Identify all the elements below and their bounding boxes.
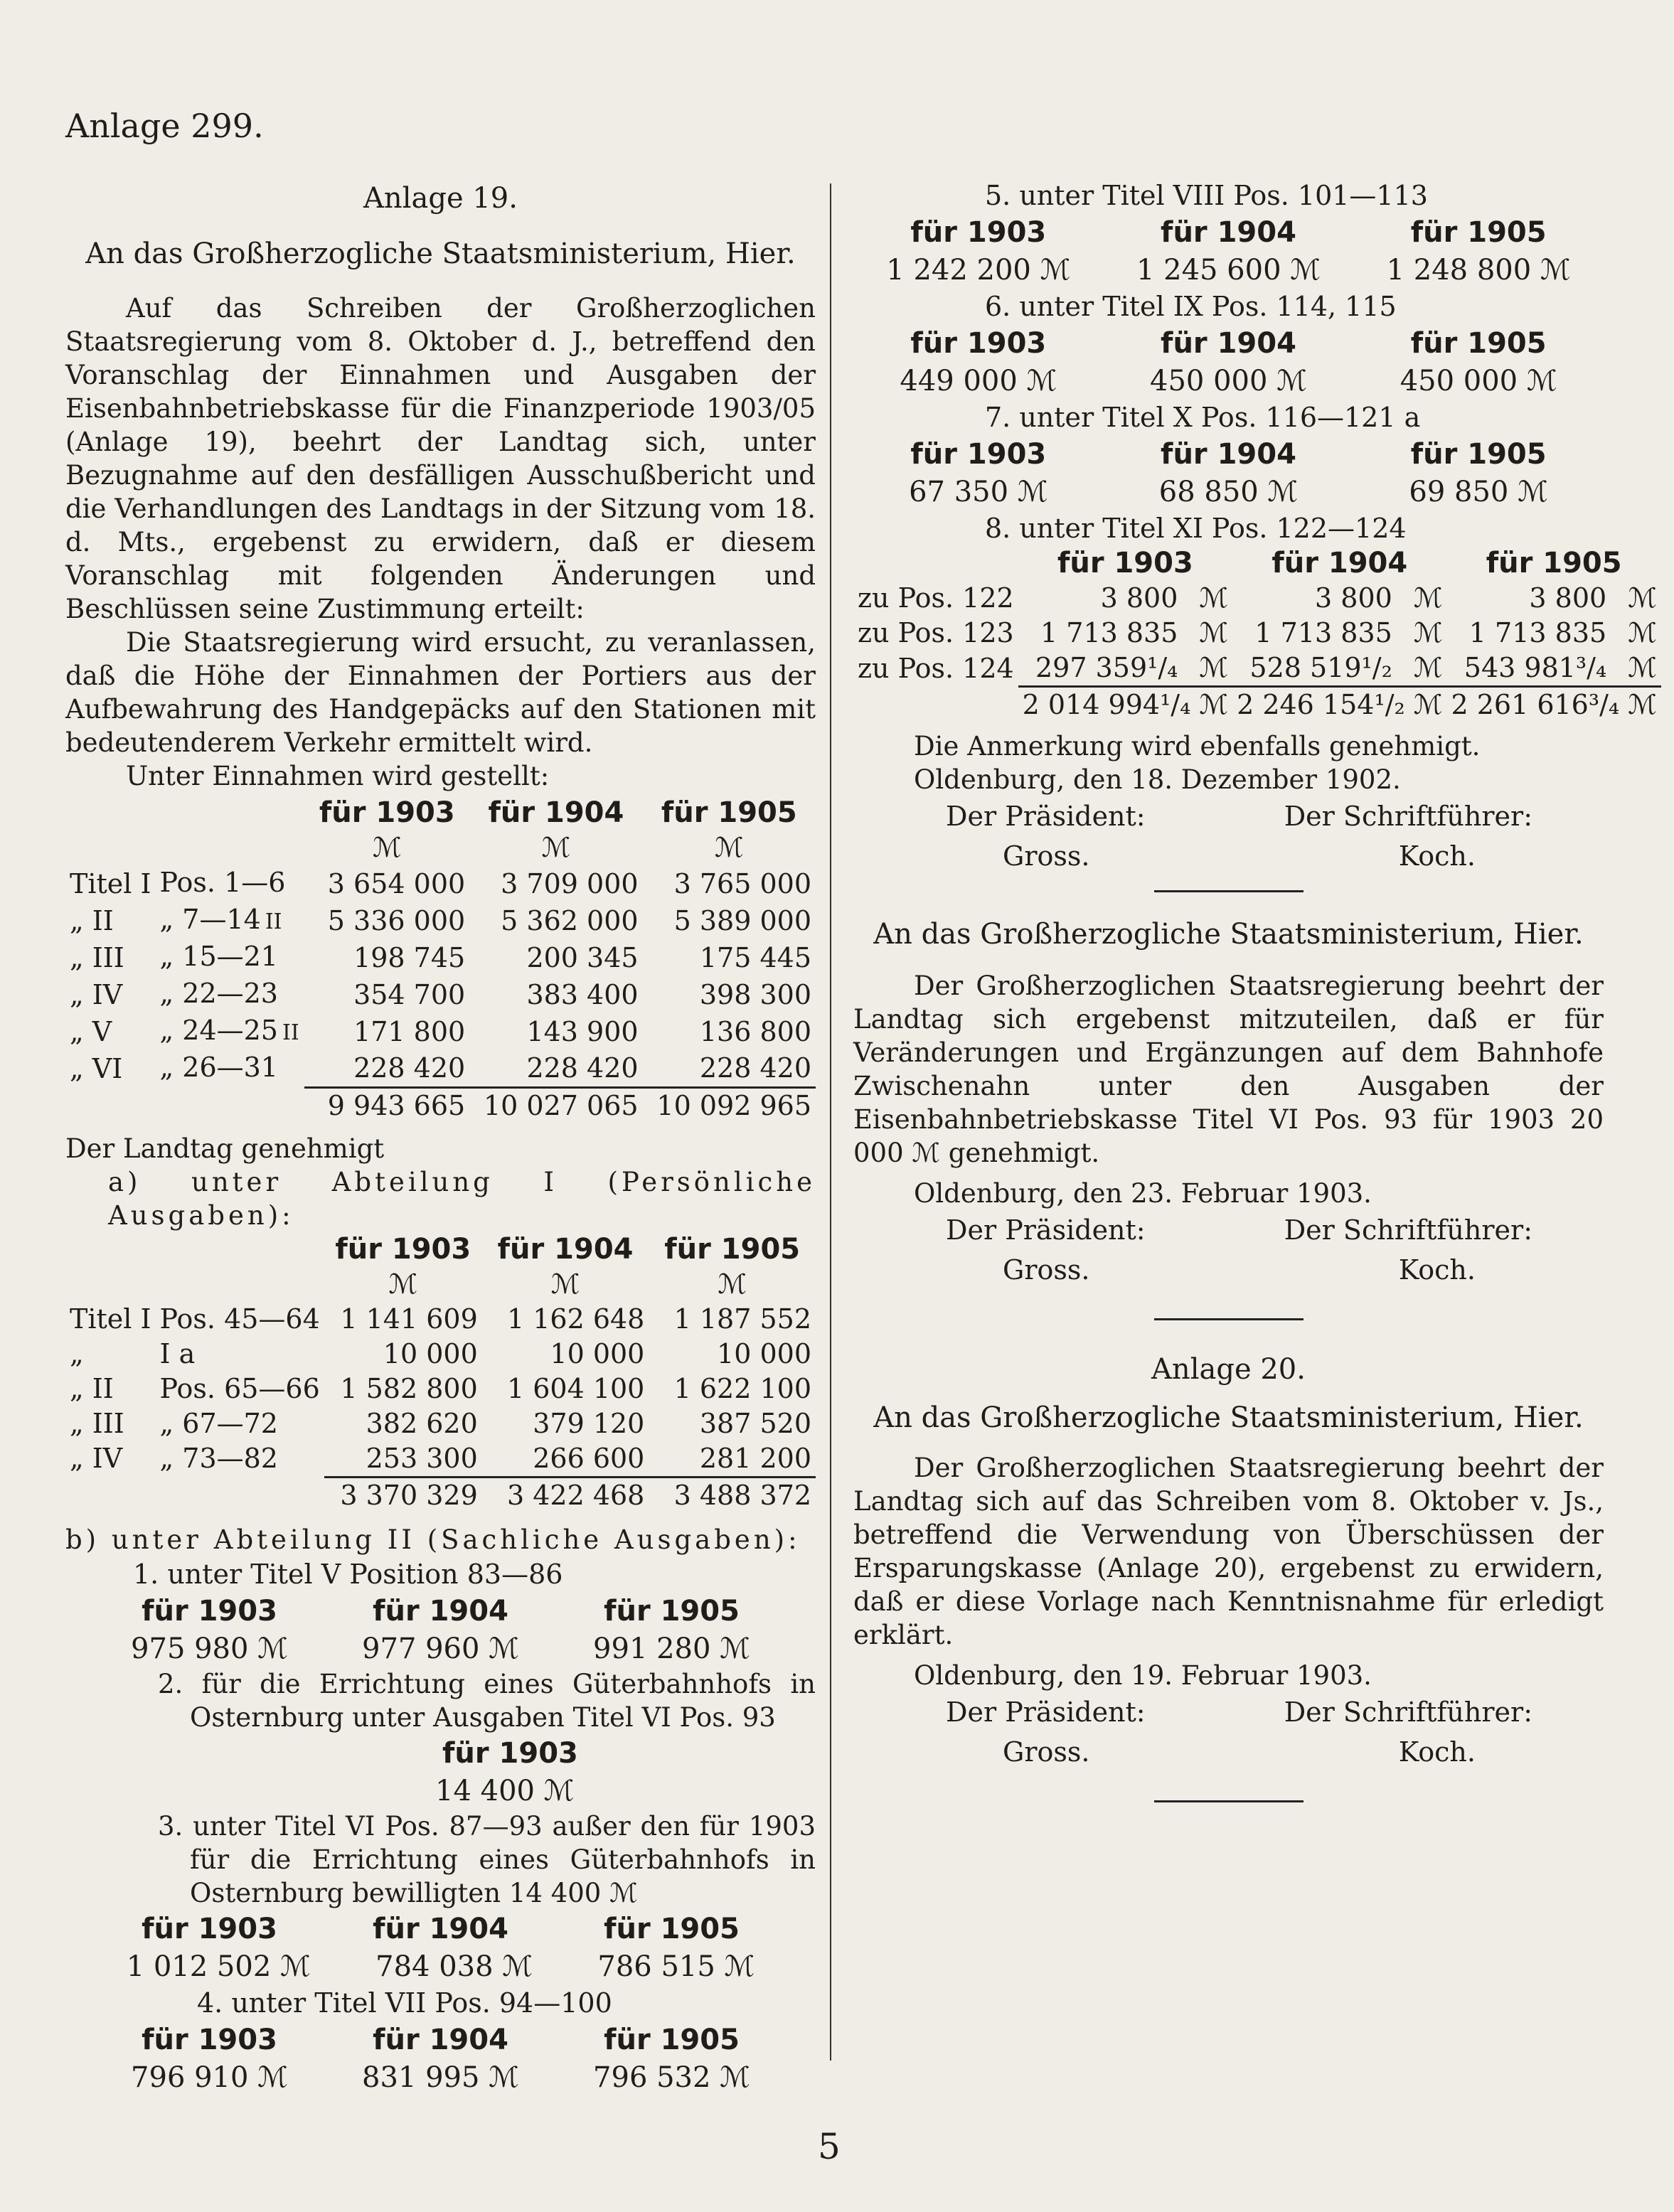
address-heading-3: An das Großherzogliche Staatsministerium, Hier. (873, 1401, 1584, 1434)
president-name: Gross. (1003, 1254, 1090, 1286)
item-5-values (853, 252, 1604, 289)
table-cell (156, 865, 305, 902)
amount: 450 000 ℳ (1150, 365, 1307, 397)
currency-sign: ℳ (1413, 582, 1443, 614)
anlage-20-title: Anlage 20. (1151, 1353, 1306, 1386)
secretary-label: Der Schriftführer: (1284, 1697, 1532, 1728)
year-header: für 1904 (497, 1232, 634, 1266)
table-cell: 5 389 000 (673, 904, 811, 936)
currency-header: ℳ (372, 832, 402, 863)
item-5-years (853, 213, 1604, 252)
anmerkung-line: Die Anmerkung wird ebenfalls genehmigt. (914, 731, 1481, 762)
address-heading-2: An das Großherzogliche Staatsministerium, Hier. (873, 918, 1584, 951)
position-label: „ 22—23 (159, 978, 278, 1009)
table-row (853, 581, 1661, 616)
currency-sign: ℳ (1199, 582, 1229, 614)
amount: 1 242 200 ℳ (886, 254, 1071, 287)
amount: 68 850 ℳ (1158, 476, 1299, 508)
year-header: für 1903 (1057, 547, 1193, 579)
amount: 449 000 ℳ (900, 365, 1057, 397)
currency-header: ℳ (550, 1268, 580, 1300)
table-cell: „ III (70, 1407, 124, 1439)
item-4-values (65, 2059, 816, 2096)
table-cell: 171 800 (353, 1015, 466, 1047)
table-cell: Pos. 45—64 (159, 1303, 320, 1335)
amount: 528 519¹/₂ (1249, 652, 1392, 683)
intro-paragraph: Auf das Schreiben der Großherzoglichen Staatsregierung vom 8. Oktober d. J., betreffend den Voranschlag der Einnahmen und Ausgaben der Eisenbahnbetriebskasse für die Finanzperiode 1903/05 (Anlage 19), beehrt der Landtag sich, unter Bezugnahme auf den desfälligen Ausschußbericht und die Verhandlungen des Landtags in der Sitzung vom 18. d. Mts., ergebenst zu erwidern, daß er diesem Voranschlag mit folgenden Änderungen und Beschlüssen seine Zustimmung erteilt: (65, 293, 816, 624)
item-6-values (853, 363, 1604, 400)
amount: 831 995 ℳ (362, 2061, 519, 2094)
amount: 69 850 ℳ (1409, 476, 1548, 508)
item-4-years (65, 2021, 816, 2059)
table-row (65, 1013, 816, 1050)
table-row (65, 1302, 816, 1337)
sum-cell: 2 261 616³/₄ ℳ (1446, 687, 1660, 723)
table-cell (156, 902, 305, 939)
table-cell: 281 200 (699, 1442, 811, 1474)
table-cell: „ 73—82 (159, 1443, 278, 1475)
president-name: Gross. (1003, 1736, 1090, 1768)
table-cell: „ VI (70, 1052, 123, 1084)
table-cell: 198 745 (353, 941, 466, 973)
amount: 786 515 ℳ (597, 1950, 755, 1983)
table-cell: 136 800 (699, 1015, 811, 1047)
amount: 543 981³/₄ (1464, 652, 1607, 683)
date-1: Oldenburg, den 18. Dezember 1902. (914, 764, 1401, 795)
table-row (65, 939, 816, 976)
amount: 1 713 835 (1468, 617, 1607, 648)
abteilung-1-heading: a) unter Abteilung I (Persönliche Ausgaben): (108, 1166, 816, 1231)
abteilung-2-heading: b) unter Abteilung II (Sachliche Ausgaben): (65, 1524, 801, 1555)
sum-cell: 3 370 329 (324, 1477, 482, 1513)
currency-sign: ℳ (1199, 652, 1229, 683)
position-label: Pos. 1—6 (159, 867, 286, 898)
secretary-label: Der Schriftführer: (1284, 801, 1532, 832)
signature-labels-1 (853, 796, 1604, 836)
table-cell: „ IV (70, 1443, 123, 1475)
item-2-value: 14 400 ℳ (435, 1774, 575, 1807)
item-6-heading: 6. unter Titel IX Pos. 114, 115 (985, 291, 1397, 322)
position-label: „ 7—14 (159, 904, 261, 935)
year-header: für 1905 (1410, 438, 1547, 471)
table-cell: zu Pos. 124 (858, 652, 1014, 684)
amount: 67 350 ℳ (909, 476, 1048, 508)
table-cell: Pos. 65—66 (159, 1372, 320, 1404)
item-5-heading: 5. unter Titel VIII Pos. 101—113 (985, 180, 1428, 211)
request-paragraph: Die Staatsregierung wird ersucht, zu veranlassen, daß die Höhe der Einnahmen der Portiers aus der Aufbewahrung des Handgepäcks auf den Stationen mit bedeutenderem Verkehr ermittelt wird. (65, 627, 816, 758)
year-header: für 1904 (373, 1594, 508, 1628)
amount: 1 248 800 ℳ (1386, 254, 1571, 287)
president-label: Der Präsident: (946, 1697, 1146, 1728)
table-cell: 1 141 609 (340, 1303, 478, 1335)
year-header: für 1904 (1161, 216, 1296, 249)
table-cell (1232, 651, 1446, 687)
year-header: für 1905 (1486, 547, 1622, 579)
table-cell: 383 400 (526, 978, 639, 1010)
item-1-heading: 1. unter Titel V Position 83—86 (133, 1558, 563, 1590)
signature-labels-2 (853, 1210, 1604, 1250)
table-cell: 266 600 (533, 1442, 645, 1474)
table-row (65, 902, 816, 939)
president-name: Gross. (1003, 840, 1090, 872)
table-cell: 1 162 648 (506, 1303, 645, 1335)
amount: 784 038 ℳ (375, 1950, 533, 1983)
amount: 796 532 ℳ (593, 2061, 750, 2094)
letter-3: Der Großherzoglichen Staatsregierung beehrt der Landtag sich auf das Schreiben vom 8. Oktober v. Js., betreffend die Verwendung von Überschüssen der Ersparungskasse (Anlage 20), ergebenst zu erwidern, daß er diese Vorlage nach Kenntnisnahme für erledigt erklärt. (853, 1453, 1604, 1650)
table-cell: 175 445 (699, 941, 811, 973)
year-header: für 1905 (1410, 216, 1547, 249)
sum-cell: 3 422 468 (482, 1477, 649, 1513)
einnahmen-table (65, 796, 816, 1123)
left-column (65, 178, 816, 2096)
table-cell: 5 362 000 (501, 904, 639, 936)
amount: 1 713 835 (1040, 617, 1178, 648)
item-2-text: 2. für die Errichtung eines Güterbahnhofs in Osternburg unter Ausgaben Titel VI Pos. 93 (158, 1668, 816, 1733)
table-row (853, 616, 1661, 651)
amount: 297 359¹/₄ (1035, 652, 1178, 683)
year-header: für 1903 (142, 2023, 277, 2056)
item-6-years (853, 324, 1604, 363)
amount: 3 800 (1529, 582, 1607, 614)
year-header: für 1905 (664, 1232, 801, 1266)
table-cell: „ II (70, 1372, 114, 1404)
secretary-name: Koch. (1398, 1254, 1476, 1286)
table-cell (156, 1013, 305, 1050)
table-cell: 228 420 (353, 1052, 466, 1084)
table-cell (1446, 581, 1660, 616)
margin-mark: II (282, 1020, 299, 1045)
page-number: 5 (818, 2126, 841, 2167)
table-cell: Titel I (70, 867, 151, 899)
year-header: für 1905 (1410, 327, 1547, 360)
item-3-text: 3. unter Titel VI Pos. 87—93 außer den für 1903 für die Errichtung eines Güterbahnhofs in Osternburg bewilligten 14 400 ℳ (158, 1810, 816, 1908)
year-header: für 1904 (1161, 327, 1296, 360)
position-label: „ 26—31 (159, 1052, 278, 1083)
table-cell: 3 709 000 (501, 867, 639, 899)
currency-sign: ℳ (1413, 652, 1443, 683)
date-3: Oldenburg, den 19. Februar 1903. (914, 1660, 1372, 1691)
signature-names-1 (853, 836, 1604, 876)
einnahmen-intro: Unter Einnahmen wird gestellt: (126, 761, 550, 791)
item-1-years (65, 1592, 816, 1630)
year-header: für 1904 (1272, 547, 1408, 579)
table-cell: zu Pos. 123 (858, 617, 1014, 648)
table-cell: 1 187 552 (673, 1303, 811, 1335)
table-cell (1018, 616, 1232, 651)
signature-names-2 (853, 1250, 1604, 1290)
sum-cell: 9 943 665 (304, 1087, 469, 1123)
sum-cell: 10 092 965 (643, 1087, 816, 1123)
year-header: für 1904 (373, 1912, 508, 1945)
sum-cell: 2 014 994¹/₄ ℳ (1018, 687, 1232, 723)
year-header: für 1905 (604, 2023, 740, 2056)
table-cell: 1 622 100 (673, 1372, 811, 1404)
table-cell: I a (159, 1337, 196, 1369)
item-4-heading: 4. unter Titel VII Pos. 94—100 (197, 1987, 612, 2019)
table-cell: 228 420 (526, 1052, 639, 1084)
right-column (853, 178, 1657, 1817)
item-7-values (853, 474, 1604, 511)
currency-header: ℳ (714, 832, 744, 863)
table-cell: 143 900 (526, 1015, 639, 1047)
column-divider (830, 183, 831, 2061)
year-header: für 1905 (604, 1912, 740, 1945)
table-cell: 5 336 000 (327, 904, 466, 936)
table-cell: „ V (70, 1015, 112, 1047)
table-cell: zu Pos. 122 (858, 582, 1014, 614)
amount: 450 000 ℳ (1400, 365, 1557, 397)
sum-cell: 3 488 372 (649, 1477, 816, 1513)
item-3-years (65, 1910, 816, 1948)
table-row (65, 976, 816, 1013)
amount: 796 910 ℳ (131, 2061, 288, 2094)
year-header: für 1904 (1161, 438, 1296, 471)
item-1-values (65, 1630, 816, 1667)
table-row (65, 1050, 816, 1087)
section-rule (1154, 1318, 1304, 1320)
table-row (65, 1441, 816, 1478)
genehmigt-line: Der Landtag genehmigt (65, 1133, 385, 1164)
year-header: für 1903 (142, 1912, 277, 1945)
amount: 1 245 600 ℳ (1136, 254, 1321, 287)
table-cell: 398 300 (699, 978, 811, 1010)
page-header: Anlage 299. (65, 107, 264, 145)
table-cell: „ II (70, 904, 114, 936)
sum-cell: 2 246 154¹/₂ ℳ (1232, 687, 1446, 723)
table-cell (1232, 581, 1446, 616)
table-cell (156, 976, 305, 1013)
table-cell: 10 000 (717, 1337, 811, 1369)
table-cell: 253 300 (366, 1442, 478, 1474)
address-heading: An das Großherzogliche Staatsministerium, Hier. (85, 237, 796, 270)
currency-sign: ℳ (1413, 617, 1443, 648)
president-label: Der Präsident: (946, 1214, 1146, 1246)
currency-sign: ℳ (1628, 582, 1657, 614)
item-8-table (853, 546, 1661, 722)
secretary-name: Koch. (1398, 1736, 1476, 1768)
table-row (65, 1337, 816, 1372)
year-header: für 1903 (142, 1594, 277, 1628)
currency-sign: ℳ (1628, 652, 1657, 683)
year-header: für 1903 (910, 438, 1047, 471)
margin-mark: II (265, 909, 282, 934)
year-header: für 1904 (373, 2023, 508, 2056)
item-2-year: für 1903 (442, 1736, 578, 1770)
amount: 991 280 ℳ (593, 1632, 750, 1665)
table-cell (1446, 651, 1660, 687)
section-rule (1154, 1800, 1304, 1802)
table-cell: „ IV (70, 978, 123, 1010)
table-cell: 200 345 (526, 941, 639, 973)
table-cell: 354 700 (353, 978, 466, 1010)
table-cell: 10 000 (383, 1337, 478, 1369)
table-cell: 10 000 (550, 1337, 645, 1369)
table-row (65, 865, 816, 902)
table-cell: 3 765 000 (673, 867, 811, 899)
item-8-heading: 8. unter Titel XI Pos. 122—124 (985, 513, 1407, 544)
table-cell: 382 620 (366, 1407, 478, 1439)
secretary-label: Der Schriftführer: (1284, 1214, 1532, 1246)
amount: 3 800 (1100, 582, 1178, 614)
table-row (65, 1406, 816, 1441)
amount: 3 800 (1315, 582, 1392, 614)
table-cell (1018, 651, 1232, 687)
table-cell: „ (70, 1337, 84, 1369)
currency-header: ℳ (718, 1268, 747, 1300)
item-3-values (65, 1948, 816, 1985)
position-label: „ 15—21 (159, 941, 278, 972)
table-cell: „ III (70, 941, 124, 973)
year-header: für 1903 (910, 327, 1047, 360)
item-7-years (853, 435, 1604, 474)
amount: 1 713 835 (1254, 617, 1392, 648)
president-label: Der Präsident: (946, 801, 1146, 832)
letter-2: Der Großherzoglichen Staatsregierung beehrt der Landtag sich ergebenst mitzuteilen, daß er für Veränderungen und Ergänzungen auf dem Bahnhofe Zwischenahn unter den Ausgaben der Eisenbahnbetriebskasse Titel VI Pos. 93 für 1903 20 000 ℳ genehmigt. (853, 971, 1604, 1168)
section-rule (1154, 890, 1304, 892)
position-label: „ 24—25 (159, 1015, 278, 1046)
amount: 975 980 ℳ (131, 1632, 288, 1665)
currency-sign: ℳ (1628, 617, 1657, 648)
year-header: für 1903 (319, 796, 455, 829)
table-cell: Titel I (70, 1303, 151, 1335)
table-cell (1232, 616, 1446, 651)
year-header: für 1903 (910, 216, 1047, 249)
sum-cell: 10 027 065 (469, 1087, 642, 1123)
amount: 977 960 ℳ (362, 1632, 519, 1665)
table-cell: 1 604 100 (506, 1372, 645, 1404)
item-7-heading: 7. unter Titel X Pos. 116—121 a (985, 402, 1421, 433)
table-cell: 3 654 000 (327, 867, 466, 899)
amount: 1 012 502 ℳ (126, 1950, 311, 1983)
year-header: für 1904 (488, 796, 624, 829)
year-header: für 1905 (661, 796, 797, 829)
table-cell (156, 1050, 305, 1087)
signature-labels-3 (853, 1692, 1604, 1732)
ausgaben-1-table (65, 1232, 816, 1513)
anlage-19-title: Anlage 19. (363, 182, 518, 215)
currency-header: ℳ (388, 1268, 418, 1300)
table-row (853, 651, 1661, 687)
table-cell: 228 420 (699, 1052, 811, 1084)
table-cell: 387 520 (699, 1407, 811, 1439)
signature-names-3 (853, 1732, 1604, 1772)
table-cell (1446, 616, 1660, 651)
table-cell: „ 67—72 (159, 1407, 278, 1439)
currency-sign: ℳ (1199, 617, 1229, 648)
table-cell: 1 582 800 (340, 1372, 478, 1404)
table-row (65, 1372, 816, 1406)
secretary-name: Koch. (1398, 840, 1476, 872)
currency-header: ℳ (541, 832, 571, 863)
table-cell (1018, 581, 1232, 616)
date-2: Oldenburg, den 23. Februar 1903. (914, 1178, 1372, 1209)
table-cell: 379 120 (533, 1407, 645, 1439)
year-header: für 1903 (335, 1232, 471, 1266)
year-header: für 1905 (604, 1594, 740, 1628)
table-cell (156, 939, 305, 976)
